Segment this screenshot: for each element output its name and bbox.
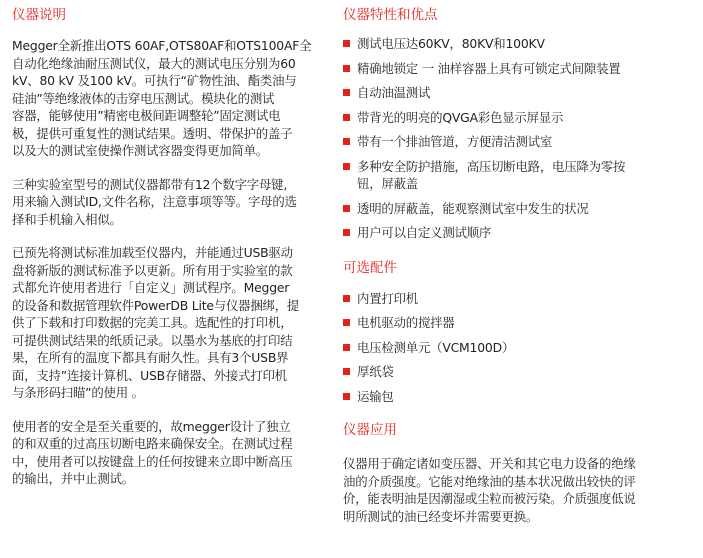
paragraph-line: 容器，能够使用”精密电极间距调整轮”固定测试电 [12, 108, 281, 123]
paragraph-line: 使用者的安全是至关重要的，故megger设计了独立 [12, 418, 291, 434]
paragraph-line: 以及大的测试室使操作测试容器变得更加简单。 [12, 143, 269, 158]
description-paragraph-2 [12, 176, 328, 229]
list-item-text: 厚纸袋 [357, 364, 394, 379]
paragraph-line: 式都允许使用者进行「自定义」测试程序。Megger [12, 280, 290, 295]
bullet-square-icon [343, 205, 350, 212]
list-item [343, 109, 695, 127]
list-item-text: 钮，屏蔽盖 [357, 176, 418, 191]
paragraph-line: 与条形码扫瞄”的使用 。 [12, 385, 144, 400]
paragraph-line: 已预先将测试标准加载至仪器内，并能通过USB驱动 [12, 245, 293, 260]
list-item-text: 带有一个排油管道，方便清洁测试室 [357, 134, 553, 149]
list-item-text: 自动油温测试 [357, 85, 431, 100]
list-item-text: 多种安全防护措施，高压切断电路，电压降为零按 [357, 158, 626, 174]
bullet-square-icon [343, 138, 350, 145]
list-item [343, 35, 695, 53]
paragraph-line: 硅油”等绝缘液体的击穿电压测试。模块化的测试 [12, 90, 275, 106]
list-item [343, 224, 695, 242]
list-item-text: 运输包 [357, 388, 394, 404]
list-item-text: 测试电压达60KV，80KV和100KV [357, 36, 545, 51]
bullet-square-icon [343, 114, 350, 121]
paragraph-line: 的和双重的过高压切断电路来确保安全。在测试过程 [12, 436, 293, 451]
list-item [343, 158, 695, 193]
features-heading: 仪器特性和优点 [343, 7, 438, 23]
bullet-square-icon [343, 368, 350, 375]
paragraph-line: 果，在所有的温度下都具有耐久性。具有3个USB界 [12, 350, 289, 365]
features-list [343, 35, 695, 242]
list-item-text: 电压检测单元（VCM100D） [357, 339, 515, 355]
list-item-text: 精确地锁定 一 油样容器上具有可锁定式间隙装置 [357, 60, 621, 76]
instrument-description-heading: 仪器说明 [12, 7, 66, 23]
bullet-square-icon [343, 89, 350, 96]
features-column [343, 6, 695, 525]
paragraph-line: kV、80 kV 及100 kV。可执行“矿物性油、酯类油与 [12, 73, 297, 88]
list-item [343, 84, 695, 102]
bullet-square-icon [343, 65, 350, 72]
bullet-square-icon [343, 393, 350, 400]
list-item [343, 290, 695, 308]
paragraph-line: 中，使用者可以按键盘上的任何按键来立即中断高压 [12, 453, 293, 469]
description-paragraph-4 [12, 418, 328, 488]
instrument-description-column [12, 6, 328, 488]
paragraph-line: 的输出，并中止测试。 [12, 471, 134, 486]
bullet-square-icon [343, 40, 350, 47]
paragraph-line: 可提供测试结果的纸质记录。以墨水为基底的打印结 [12, 332, 293, 348]
applications-paragraph [343, 455, 695, 525]
paragraph-line: 极，提供可重复性的测试结果。透明、带保护的盖子 [12, 125, 293, 141]
list-item [343, 314, 695, 332]
paragraph-line: 价，能表明油是因潮湿或尘粒而被污染。介质强度低说 [343, 491, 636, 506]
paragraph-line: 三种实验室型号的测试仪器都带有12个数字字母键, [12, 176, 288, 192]
list-item [343, 363, 695, 381]
description-paragraph-1 [12, 37, 328, 160]
paragraph-line: Megger全新推出OTS 60AF,OTS80AF和OTS100AF全 [12, 38, 312, 53]
paragraph-line: 面，支持”连接计算机、USB存储器、外接式打印机 [12, 367, 287, 383]
accessories-heading: 可选配件 [343, 259, 397, 276]
bullet-square-icon [343, 229, 350, 236]
paragraph-line: 油的介质强度。它能对绝缘油的基本状况做出较快的评 [343, 473, 636, 489]
list-item-text: 透明的屏蔽盖，能观察测试室中发生的状况 [357, 200, 589, 216]
paragraph-line: 仪器用于确定诸如变压器、开关和其它电力设备的绝缘 [343, 456, 636, 471]
bullet-square-icon [343, 344, 350, 351]
paragraph-line: 的设备和数据管理软件PowerDB Lite与仪器捆绑，提 [12, 297, 300, 313]
list-item [343, 60, 695, 78]
paragraph-line: 供了下载和打印数据的完美工具。选配性的打印机， [12, 315, 293, 330]
list-item [343, 200, 695, 218]
bullet-square-icon [343, 163, 350, 170]
paragraph-line: 用来输入测试ID,文件名称，注意事项等等。字母的选 [12, 194, 297, 209]
paragraph-line: 择和手机输入相似。 [12, 211, 122, 227]
accessories-list [343, 290, 695, 406]
bullet-square-icon [343, 295, 350, 302]
paragraph-line: 明所测试的油已经变坏并需要更换。 [343, 508, 539, 524]
bullet-square-icon [343, 319, 350, 326]
list-item [343, 133, 695, 151]
description-paragraph-3 [12, 244, 328, 402]
list-item-text: 用户可以自定义测试顺序 [357, 225, 492, 240]
list-item [343, 388, 695, 406]
applications-heading: 仪器应用 [343, 422, 397, 438]
paragraph-line: 自动化绝缘油耐压测试仪，最大的测试电压分别为60 [12, 55, 296, 71]
list-item-text: 带背光的明亮的QVGA彩色显示屏显示 [357, 109, 564, 125]
paragraph-line: 盘将新版的测试标准予以更新。所有用于实验室的款 [12, 262, 293, 278]
list-item-text: 电机驱动的搅拌器 [357, 315, 455, 330]
list-item-text: 内置打印机 [357, 290, 418, 306]
list-item [343, 339, 695, 357]
